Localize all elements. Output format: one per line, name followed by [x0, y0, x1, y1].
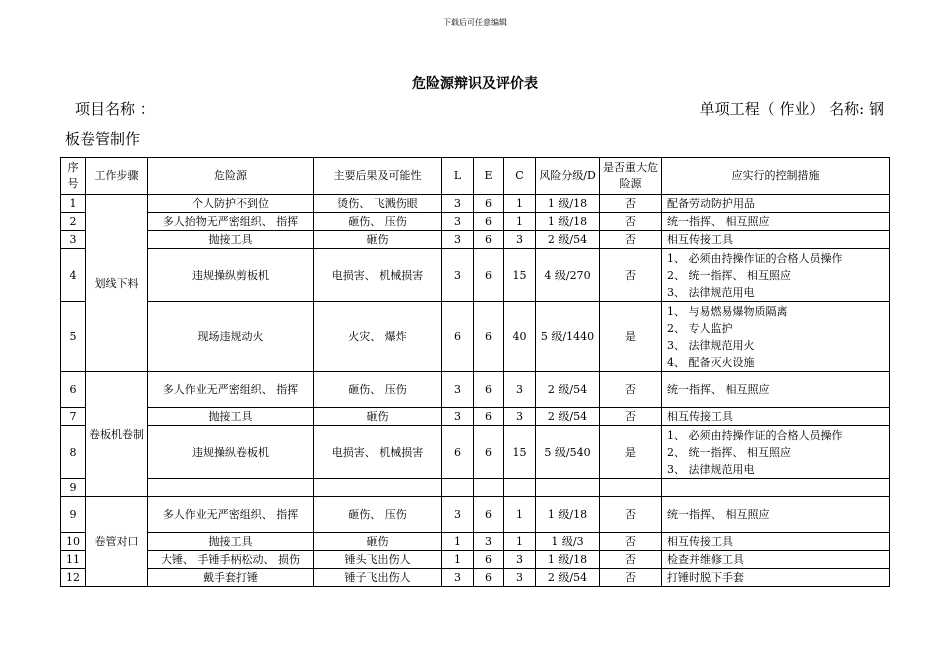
cell-c: 1 — [504, 195, 536, 213]
cell-measures — [662, 479, 890, 497]
cell-e: 6 — [474, 302, 504, 372]
table-row — [61, 569, 890, 587]
header-hazard: 危险源 — [148, 158, 314, 195]
table-row — [61, 302, 890, 372]
cell-c: 15 — [504, 249, 536, 302]
measure-line: 1、 与易燃易爆物质隔离 — [667, 304, 788, 318]
cell-hazard: 个人防护不到位 — [148, 195, 314, 213]
cell-l: 3 — [442, 249, 474, 302]
table-row — [61, 372, 890, 408]
cell-major: 否 — [600, 569, 662, 587]
measure-line: 相互传接工具 — [667, 535, 733, 548]
cell-risk: 2 级/54 — [536, 569, 600, 587]
cell-e: 6 — [474, 569, 504, 587]
cell-e — [474, 479, 504, 497]
cell-seq: 4 — [61, 249, 86, 302]
single-project-label: 单项工程（ 作业） 名称: 钢 — [699, 100, 884, 118]
cell-consequence: 锤头飞出伤人 — [314, 551, 442, 569]
cell-l: 6 — [442, 426, 474, 479]
cell-major: 否 — [600, 372, 662, 408]
header-c: C — [504, 158, 536, 195]
single-project-label-continued: 板卷管制作 — [65, 130, 141, 148]
table-row — [61, 551, 890, 569]
cell-hazard: 多人作业无严密组织、 指挥 — [148, 372, 314, 408]
cell-c: 1 — [504, 213, 536, 231]
measure-line: 相互传接工具 — [667, 233, 733, 246]
table-row — [61, 533, 890, 551]
cell-consequence: 电损害、 机械损害 — [314, 426, 442, 479]
header-seq: 序号 — [61, 158, 86, 195]
cell-l: 3 — [442, 213, 474, 231]
header-step: 工作步骤 — [86, 158, 148, 195]
cell-e: 6 — [474, 249, 504, 302]
cell-consequence: 砸伤 — [314, 231, 442, 249]
measure-line: 3、 法律规范用电 — [667, 462, 755, 476]
cell-measures — [662, 249, 890, 302]
cell-seq: 10 — [61, 533, 86, 551]
measure-line: 1、 必须由持操作证的合格人员操作 — [667, 251, 843, 265]
cell-l: 6 — [442, 302, 474, 372]
cell-c: 3 — [504, 551, 536, 569]
cell-major: 否 — [600, 231, 662, 249]
table-row — [61, 231, 890, 249]
cell-major: 否 — [600, 213, 662, 231]
cell-seq: 6 — [61, 372, 86, 408]
header-row — [61, 158, 890, 195]
measure-line: 2、 统一指挥、 相互照应 — [667, 445, 791, 459]
cell-risk: 1 级/3 — [536, 533, 600, 551]
cell-measures — [662, 533, 890, 551]
table-row — [61, 497, 890, 533]
cell-e: 3 — [474, 533, 504, 551]
cell-l: 3 — [442, 195, 474, 213]
cell-risk: 2 级/54 — [536, 372, 600, 408]
cell-seq: 2 — [61, 213, 86, 231]
cell-consequence: 砸伤 — [314, 533, 442, 551]
cell-c: 40 — [504, 302, 536, 372]
project-name-label: 项目名称 ： — [75, 100, 155, 118]
header-risk: 风险分级/D — [536, 158, 600, 195]
header-e: E — [474, 158, 504, 195]
cell-e: 6 — [474, 372, 504, 408]
cell-e: 6 — [474, 426, 504, 479]
cell-risk: 5 级/540 — [536, 426, 600, 479]
measure-line: 统一指挥、 相互照应 — [667, 383, 770, 396]
measure-line: 相互传接工具 — [667, 410, 733, 423]
cell-major: 否 — [600, 195, 662, 213]
cell-l — [442, 479, 474, 497]
cell-consequence: 电损害、 机械损害 — [314, 249, 442, 302]
cell-seq: 1 — [61, 195, 86, 213]
cell-major: 否 — [600, 551, 662, 569]
cell-major: 是 — [600, 426, 662, 479]
cell-measures — [662, 569, 890, 587]
cell-major: 否 — [600, 249, 662, 302]
cell-consequence: 砸伤 — [314, 408, 442, 426]
table-row — [61, 426, 890, 479]
cell-l: 1 — [442, 551, 474, 569]
cell-measures — [662, 195, 890, 213]
cell-consequence: 砸伤、 压伤 — [314, 372, 442, 408]
measure-line: 2、 专人监护 — [667, 321, 733, 335]
cell-l: 3 — [442, 408, 474, 426]
cell-consequence: 锤子飞出伤人 — [314, 569, 442, 587]
cell-measures — [662, 231, 890, 249]
cell-seq: 9 — [61, 479, 86, 497]
measure-line: 3、 法律规范用火 — [667, 338, 755, 352]
cell-risk: 2 级/54 — [536, 408, 600, 426]
cell-consequence: 砸伤、 压伤 — [314, 213, 442, 231]
cell-major: 否 — [600, 408, 662, 426]
cell-measures — [662, 408, 890, 426]
cell-l: 3 — [442, 497, 474, 533]
cell-step: 卷管对口 — [86, 497, 148, 587]
cell-measures — [662, 551, 890, 569]
cell-seq: 7 — [61, 408, 86, 426]
page-title: 危险源辩识及评价表 — [412, 76, 538, 92]
table-row — [61, 408, 890, 426]
cell-risk: 4 级/270 — [536, 249, 600, 302]
table-row — [61, 249, 890, 302]
cell-hazard: 违规操纵剪板机 — [148, 249, 314, 302]
cell-hazard: 现场违规动火 — [148, 302, 314, 372]
cell-measures — [662, 426, 890, 479]
measure-line: 2、 统一指挥、 相互照应 — [667, 268, 791, 282]
cell-major — [600, 479, 662, 497]
cell-seq: 11 — [61, 551, 86, 569]
cell-consequence: 砸伤、 压伤 — [314, 497, 442, 533]
table-row — [61, 479, 890, 497]
header-measures: 应实行的控制措施 — [662, 158, 890, 195]
cell-seq: 5 — [61, 302, 86, 372]
cell-risk: 2 级/54 — [536, 231, 600, 249]
cell-c: 3 — [504, 569, 536, 587]
measure-line: 1、 必须由持操作证的合格人员操作 — [667, 428, 843, 442]
cell-hazard: 大锤、 手锤手柄松动、 损伤 — [148, 551, 314, 569]
cell-consequence: 火灾、 爆炸 — [314, 302, 442, 372]
cell-consequence: 烫伤、 飞溅伤眼 — [314, 195, 442, 213]
cell-hazard: 抛接工具 — [148, 408, 314, 426]
cell-e: 6 — [474, 408, 504, 426]
cell-e: 6 — [474, 231, 504, 249]
cell-hazard: 多人抬物无严密组织、 指挥 — [148, 213, 314, 231]
cell-seq: 9 — [61, 497, 86, 533]
cell-measures — [662, 302, 890, 372]
header-l: L — [442, 158, 474, 195]
measure-line: 检查并维修工具 — [667, 553, 744, 566]
measure-line: 统一指挥、 相互照应 — [667, 215, 770, 228]
measure-line: 配备劳动防护用品 — [667, 197, 755, 210]
cell-measures — [662, 372, 890, 408]
cell-risk: 1 级/18 — [536, 497, 600, 533]
cell-hazard: 抛接工具 — [148, 231, 314, 249]
header-consequence: 主要后果及可能性 — [314, 158, 442, 195]
cell-risk: 1 级/18 — [536, 551, 600, 569]
cell-risk: 1 级/18 — [536, 213, 600, 231]
cell-risk: 1 级/18 — [536, 195, 600, 213]
cell-risk — [536, 479, 600, 497]
cell-l: 3 — [442, 569, 474, 587]
table-row — [61, 213, 890, 231]
cell-seq: 3 — [61, 231, 86, 249]
cell-measures — [662, 497, 890, 533]
cell-e: 6 — [474, 497, 504, 533]
cell-consequence — [314, 479, 442, 497]
cell-e: 6 — [474, 213, 504, 231]
hazard-table — [60, 157, 890, 587]
cell-l: 3 — [442, 372, 474, 408]
cell-l: 1 — [442, 533, 474, 551]
cell-hazard: 戴手套打锤 — [148, 569, 314, 587]
cell-risk: 5 级/1440 — [536, 302, 600, 372]
measure-line: 统一指挥、 相互照应 — [667, 508, 770, 521]
cell-c: 1 — [504, 533, 536, 551]
cell-major: 是 — [600, 302, 662, 372]
measure-line: 打锤时脱下手套 — [667, 571, 744, 584]
cell-c — [504, 479, 536, 497]
cell-c: 1 — [504, 497, 536, 533]
cell-c: 3 — [504, 231, 536, 249]
cell-hazard — [148, 479, 314, 497]
cell-e: 6 — [474, 195, 504, 213]
cell-step: 卷板机卷制 — [86, 372, 148, 497]
cell-hazard: 多人作业无严密组织、 指挥 — [148, 497, 314, 533]
measure-line: 4、 配备灭火设施 — [667, 355, 755, 369]
cell-major: 否 — [600, 533, 662, 551]
header-major: 是否重大危险源 — [600, 158, 662, 195]
cell-seq: 12 — [61, 569, 86, 587]
cell-major: 否 — [600, 497, 662, 533]
table-row — [61, 195, 890, 213]
cell-hazard: 抛接工具 — [148, 533, 314, 551]
cell-seq: 8 — [61, 426, 86, 479]
measure-line: 3、 法律规范用电 — [667, 285, 755, 299]
cell-c: 3 — [504, 372, 536, 408]
cell-e: 6 — [474, 551, 504, 569]
cell-hazard: 违规操纵卷板机 — [148, 426, 314, 479]
cell-c: 3 — [504, 408, 536, 426]
cell-measures — [662, 213, 890, 231]
cell-step: 划线下料 — [86, 195, 148, 372]
top-note: 下载后可任意编辑 — [443, 18, 507, 27]
cell-c: 15 — [504, 426, 536, 479]
cell-l: 3 — [442, 231, 474, 249]
